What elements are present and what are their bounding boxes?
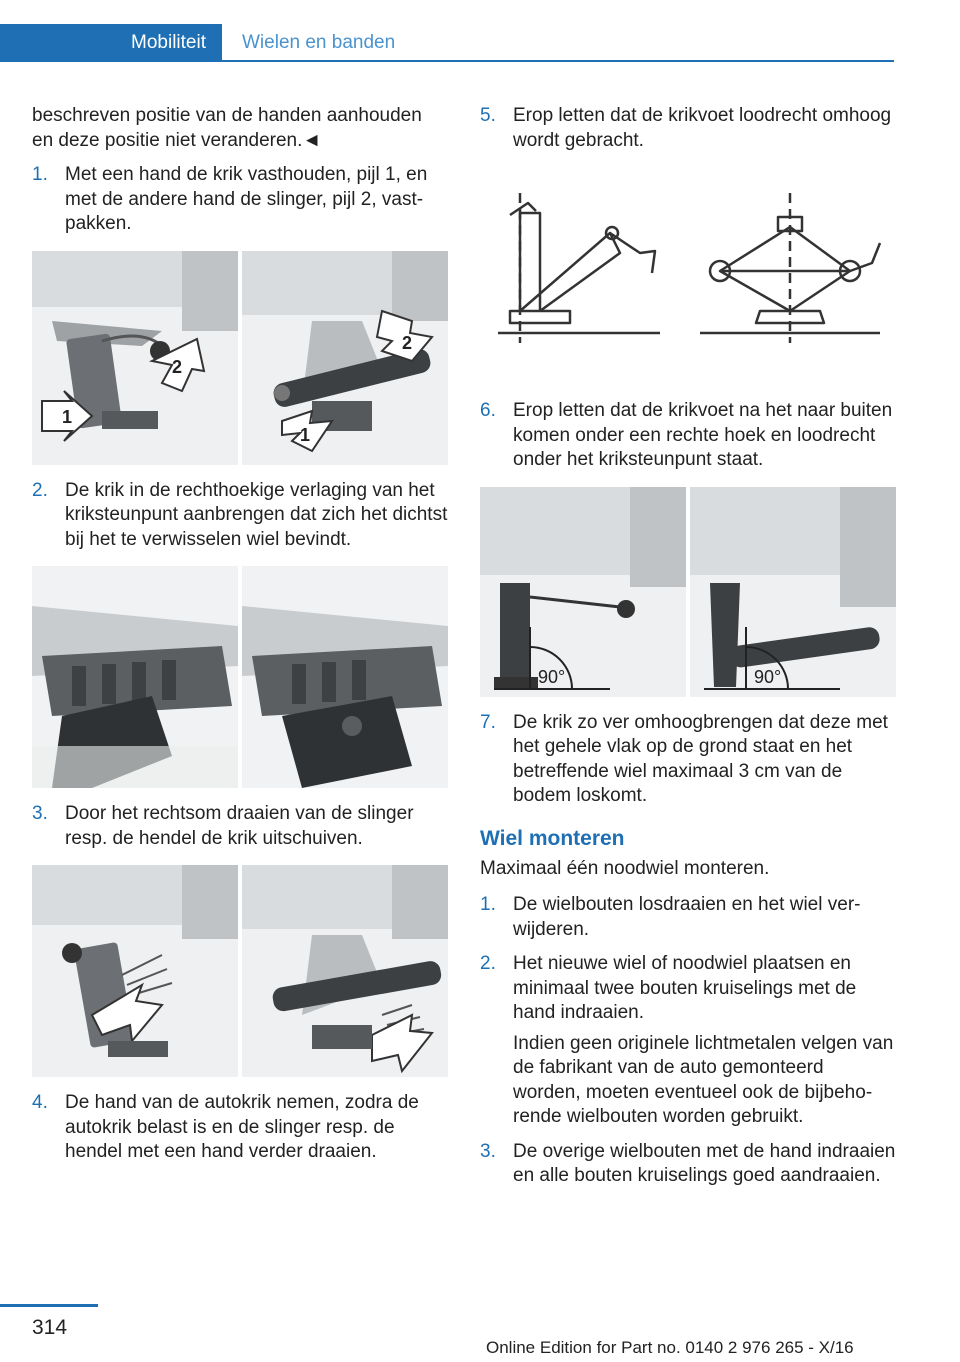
jack-grip-right-image	[242, 251, 448, 465]
step-text: De krik zo ver omhoogbrengen dat deze met het gehele vlak op de grond staat en het betreffende wiel maximaal 3 cm van de bodem loskomt.	[513, 711, 888, 806]
step-1	[32, 163, 448, 237]
step-text: De overige wielbouten met de hand indraaien en alle bouten kruiselings goed aandraaien.	[513, 1140, 896, 1186]
step-number: 2.	[32, 479, 48, 501]
intro-text: beschreven positie van de handen aanhouden en deze positie niet veranderen.◄	[32, 105, 422, 151]
step-text: Met een hand de krik vasthouden, pijl 1, en met de andere hand de slinger, pijl 2, vastpakken.	[65, 164, 428, 234]
jack-point-right-image	[242, 566, 448, 788]
page-header	[0, 0, 960, 64]
step-number: 4.	[32, 1092, 48, 1113]
mount-step-1	[480, 893, 896, 942]
footer-rule	[0, 1304, 98, 1307]
step-text: Door het rechtsom draaien van de slinger resp. de hendel de krik uitschuiven.	[65, 803, 414, 849]
step-text: Erop letten dat de krikvoet loodrecht omhoog wordt gebracht.	[513, 105, 892, 151]
section-intro: Maximaal één noodwiel monteren.	[480, 857, 770, 879]
jack-vertical-drawing	[480, 193, 896, 363]
mount-step-3	[480, 1140, 896, 1189]
arrow-label-2-right: 2	[402, 332, 413, 353]
left-column	[32, 104, 448, 1165]
step-text: Erop letten dat de krikvoet na het naar buiten komen onder een rechte hoek en loodrecht onder het kriksteunpunt staat.	[513, 400, 893, 470]
jack-grip-left-image	[32, 251, 238, 465]
edition-text: Online Edition for Part no. 0140 2 976 265 - X/16	[486, 1338, 854, 1357]
figure-jack-grip	[32, 251, 448, 465]
figure-jack-vertical	[480, 193, 896, 363]
figure-jack-turn	[32, 865, 448, 1077]
jack-turn-right-image	[242, 865, 448, 1077]
step-number: 5.	[480, 105, 496, 126]
step-number: 3.	[480, 1140, 496, 1162]
header-rule	[222, 60, 894, 62]
right-column	[480, 104, 896, 1189]
angle-label-right: 90°	[754, 666, 782, 687]
step-7	[480, 711, 896, 809]
step-body	[513, 952, 896, 1130]
angle-label-left: 90°	[538, 666, 566, 687]
step-4	[32, 1091, 448, 1165]
step-number: 6.	[480, 400, 496, 421]
arrow-label-2: 2	[172, 356, 183, 377]
step-2	[32, 479, 448, 553]
step-number: 1.	[32, 164, 48, 185]
step-5	[480, 104, 896, 153]
jack-turn-left-image	[32, 865, 238, 1077]
step-number: 7.	[480, 711, 496, 733]
step-6	[480, 399, 896, 473]
step-text: Het nieuwe wiel of noodwiel plaatsen en minimaal twee bouten kruiselings met de hand indraaien.	[513, 953, 857, 1023]
mount-step-2	[480, 952, 896, 1130]
step-number: 1.	[480, 894, 496, 915]
step-text: De krik in de rechthoekige verlaging van het kriksteunpunt aanbrengen dat zich het dichtst bij het te verwisselen wiel bevindt.	[65, 479, 448, 550]
figure-jack-point	[32, 566, 448, 788]
page-number: 314	[32, 1316, 68, 1339]
step-number: 3.	[32, 803, 48, 824]
arrow-label-1: 1	[62, 406, 73, 427]
step-number: 2.	[480, 953, 496, 974]
step-3	[32, 802, 448, 851]
section-title: Wiel monteren	[480, 826, 625, 850]
section-tab: Mobiliteit	[0, 24, 222, 62]
step-note: Indien geen originele lichtmetalen velgen van de fabrikant van de auto gemonteerd worden, moeten eventueel ook de bijbehorende wielbouten worden gebruikt.	[513, 1032, 894, 1127]
jack-angle-left-image	[480, 487, 686, 697]
jack-point-left-image	[32, 566, 238, 788]
figure-jack-angle	[480, 487, 896, 697]
step-text: De wielbouten losdraaien en het wiel verwijderen.	[513, 894, 861, 940]
arrow-label-1-right: 1	[300, 424, 311, 445]
chapter-tab: Wielen en banden	[242, 32, 396, 53]
step-text: De hand van de autokrik nemen, zodra de autokrik belast is en de slinger resp. de hendel met een hand verder draaien.	[65, 1092, 419, 1162]
jack-angle-right-image	[690, 487, 896, 697]
